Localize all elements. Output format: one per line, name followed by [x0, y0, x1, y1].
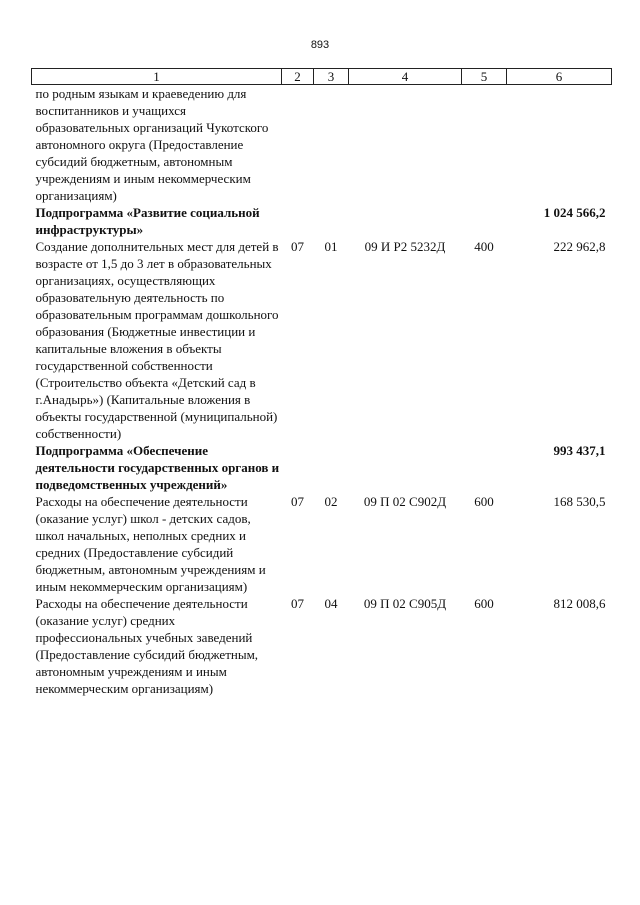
row-amount: 1 024 566,2 [543, 205, 606, 220]
table-row-subprogram [32, 204, 612, 238]
column-header-4: 4 [349, 69, 462, 85]
table-row [32, 238, 612, 442]
row-target-code [349, 85, 462, 205]
page-number: 893 [310, 39, 330, 51]
table-row [32, 493, 612, 595]
row-subsection: 01 [324, 239, 338, 254]
table-row [32, 85, 612, 205]
budget-table [31, 68, 612, 697]
row-amount: 993 437,1 [553, 443, 606, 458]
row-target-code [349, 442, 462, 493]
column-header-1: 1 [32, 69, 282, 85]
row-expense-type: 600 [474, 494, 494, 509]
row-target-code: 09 П 02 С902Д [363, 494, 447, 509]
row-name: по родным языкам и краеведению для воспитанников и учащихся образовательных организаций Чукотского автономного округа (Предоставление субсидий бюджетным, автономным учреждениям и иным некоммерческим организациям) [35, 86, 269, 203]
row-name: Расходы на обеспечение деятельности (оказание услуг) средних профессиональных учебных заведений (Предоставление субсидий бюджетным, автономным учреждениям и иным некоммерческим организациям) [35, 596, 259, 696]
row-amount: 222 962,8 [553, 239, 606, 254]
row-section: 07 [291, 596, 304, 611]
row-amount [507, 85, 612, 205]
row-name: Расходы на обеспечение деятельности (оказание услуг) школ - детских садов, школ начальных, неполных средних и средних (Предоставление субсидий бюджетным, автономным учреждениям и иным некоммерческим организациям) [35, 494, 266, 594]
table-header-row [32, 69, 612, 85]
row-subsection: 04 [324, 596, 338, 611]
row-subsection [314, 204, 349, 238]
row-name: Создание дополнительных мест для детей в возрасте от 1,5 до 3 лет в образовательных организациях, осуществляющих образовательную деятельность по образовательным программам дошкольного образования (Бюджетные инвестиции и капитальные вложения в объекты государственной собственности (Строительство объекта «Детский сад в г.Анадырь») (Капитальные вложения в объекты государственной (муниципальной) собственности) [35, 239, 279, 441]
row-subsection [314, 442, 349, 493]
column-header-6: 6 [507, 69, 612, 85]
column-header-5: 5 [462, 69, 507, 85]
row-target-code: 09 П 02 С905Д [363, 596, 447, 611]
row-expense-type [462, 204, 507, 238]
row-amount: 168 530,5 [553, 494, 606, 509]
row-amount: 812 008,6 [553, 596, 606, 611]
table-row-subprogram [32, 442, 612, 493]
row-section: 07 [291, 494, 304, 509]
row-name: Подпрограмма «Обеспечение деятельности государственных органов и подведомственных учреждений» [35, 443, 280, 492]
column-header-3: 3 [314, 69, 349, 85]
row-section [282, 442, 314, 493]
row-section: 07 [291, 239, 304, 254]
row-target-code [349, 204, 462, 238]
row-expense-type: 600 [474, 596, 494, 611]
row-subsection: 02 [324, 494, 338, 509]
row-expense-type [462, 85, 507, 205]
row-expense-type [462, 442, 507, 493]
row-target-code: 09 И Р2 5232Д [364, 239, 446, 254]
row-subsection [314, 85, 349, 205]
row-name: Подпрограмма «Развитие социальной инфраструктуры» [35, 205, 260, 237]
row-expense-type: 400 [474, 239, 494, 254]
row-section [282, 85, 314, 205]
column-header-2: 2 [282, 69, 314, 85]
row-section [282, 204, 314, 238]
table-row [32, 595, 612, 697]
